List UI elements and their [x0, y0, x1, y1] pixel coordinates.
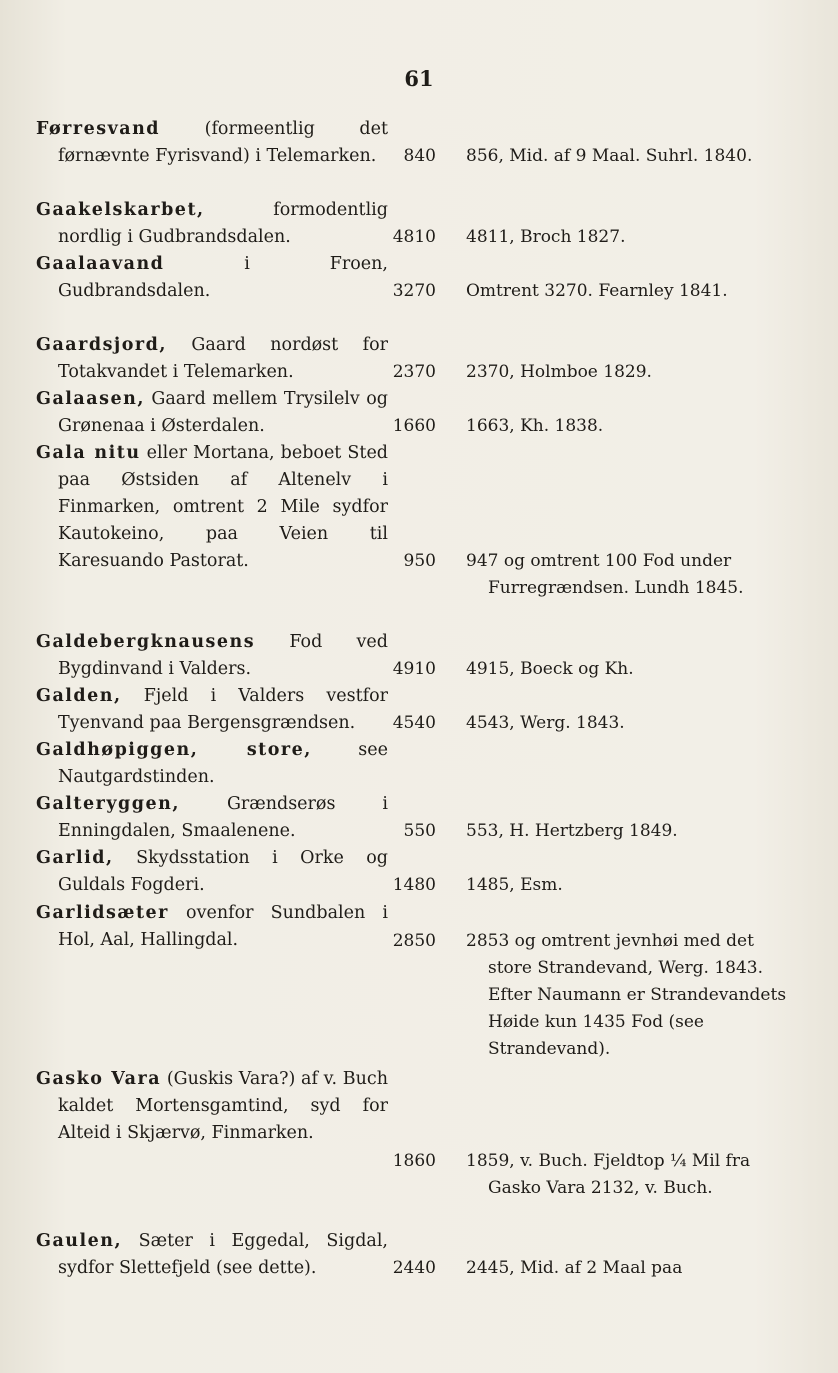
- height-note: 4915, Boeck og Kh.: [466, 659, 634, 679]
- place-name: [36, 629, 388, 683]
- entry-heading: Gaakelskarbet,: [36, 200, 205, 220]
- height-value: 1480: [392, 875, 436, 895]
- entry-heading: Galdhøpiggen, store,: [36, 740, 312, 760]
- height-value: 1660: [392, 416, 436, 436]
- height-note: 4543, Werg. 1843.: [466, 713, 625, 733]
- height-value: 1860: [392, 1151, 436, 1171]
- place-name: [36, 197, 388, 251]
- height-note: 553, H. Hertzberg 1849.: [466, 821, 678, 841]
- place-name: [36, 386, 388, 440]
- height-note: 1663, Kh. 1838.: [466, 416, 604, 436]
- place-name: [36, 251, 388, 305]
- height-value: 2850: [392, 931, 436, 951]
- entry-heading: Galdebergknausens: [36, 632, 256, 652]
- height-value: 2370: [392, 362, 436, 382]
- entry-heading: Gaulen,: [36, 1231, 123, 1251]
- entry-description: eller Mortana, beboet Sted paa Østsiden af Altenelv i Finmarken, omtrent 2 Mile sydfor Kautokeino, paa Veien til Karesuando Pastorat.: [58, 443, 389, 571]
- entry-description: (formeentlig det førnævnte Fyrisvand) i Telemarken.: [58, 119, 388, 166]
- height-value: 4540: [392, 713, 436, 733]
- place-name: [36, 791, 388, 845]
- height-value: 4810: [392, 227, 436, 247]
- entry-description: see Nautgardstinden.: [58, 740, 388, 787]
- entry-heading: Galteryggen,: [36, 794, 180, 814]
- height-value: 4910: [392, 659, 436, 679]
- entry-heading: Gala nitu: [36, 443, 141, 463]
- height-note: 2370, Holmboe 1829.: [466, 362, 652, 382]
- entry-description: Grændserøs i Enningdalen, Smaalenene.: [58, 794, 388, 841]
- page-number: 61: [404, 66, 434, 91]
- height-note: Omtrent 3270. Fearnley 1841.: [466, 281, 728, 301]
- height-value: 2440: [392, 1258, 436, 1278]
- height-note: 856, Mid. af 9 Maal. Suhrl. 1840.: [466, 146, 753, 166]
- entry-heading: Garlidsæter: [36, 903, 169, 923]
- place-name: [36, 683, 388, 737]
- height-value: 3270: [392, 281, 436, 301]
- entry-heading: Førresvand: [36, 119, 161, 139]
- entry-description: Skydsstation i Orke og Guldals Fogderi.: [58, 848, 388, 895]
- entry-heading: Galaasen,: [36, 389, 145, 409]
- entry-description: Fod ved Bygdinvand i Valders.: [58, 632, 388, 679]
- height-note: 2853 og omtrent jevnhøi med det store Strandevand, Werg. 1843. Efter Naumann er Strandevandets Høide kun 1435 Fod (see Strandevand).: [466, 931, 787, 1059]
- place-name: [36, 845, 388, 899]
- place-name: [36, 1066, 388, 1147]
- entry-heading: Galden,: [36, 686, 122, 706]
- entry-description: ovenfor Sundbalen i Hol, Aal, Hallingdal.: [58, 903, 388, 950]
- entry-description: Gaard mellem Trysilelv og Grønenaa i Østerdalen.: [58, 389, 388, 436]
- height-note: 2445, Mid. af 2 Maal paa: [466, 1258, 683, 1278]
- place-name: [36, 900, 388, 954]
- place-name: [36, 737, 388, 791]
- entry-heading: Gaardsjord,: [36, 335, 167, 355]
- entry-description: Gaard nordøst for Totakvandet i Telemarken.: [58, 335, 388, 382]
- entry-heading: Gaalaavand: [36, 254, 165, 274]
- entry-description: i Froen, Gudbrandsdalen.: [58, 254, 388, 301]
- entry-description: Fjeld i Valders vestfor Tyenvand paa Bergensgrændsen.: [58, 686, 388, 733]
- entry-heading: Garlid,: [36, 848, 114, 868]
- height-value: 840: [403, 146, 436, 166]
- height-note: 4811, Broch 1827.: [466, 227, 626, 247]
- height-note: 1485, Esm.: [466, 875, 563, 895]
- place-name: [36, 332, 388, 386]
- entry-description: Sæter i Eggedal, Sigdal, sydfor Slettefjeld (see dette).: [58, 1231, 388, 1278]
- place-name: [36, 116, 388, 170]
- height-value: 550: [403, 821, 436, 841]
- entry-description: formodentlig nordlig i Gudbrandsdalen.: [58, 200, 388, 247]
- place-name: [36, 1228, 388, 1282]
- height-note: 1859, v. Buch. Fjeldtop ¼ Mil fra Gasko Vara 2132, v. Buch.: [466, 1151, 751, 1198]
- entry-heading: Gasko Vara: [36, 1069, 162, 1089]
- height-value: 950: [403, 551, 436, 571]
- height-note: 947 og omtrent 100 Fod under Furregrændsen. Lundh 1845.: [466, 551, 744, 598]
- entry-description: (Guskis Vara?) af v. Buch kaldet Mortensgamtind, syd for Alteid i Skjærvø, Finmarken.: [58, 1069, 388, 1143]
- place-name: [36, 440, 388, 575]
